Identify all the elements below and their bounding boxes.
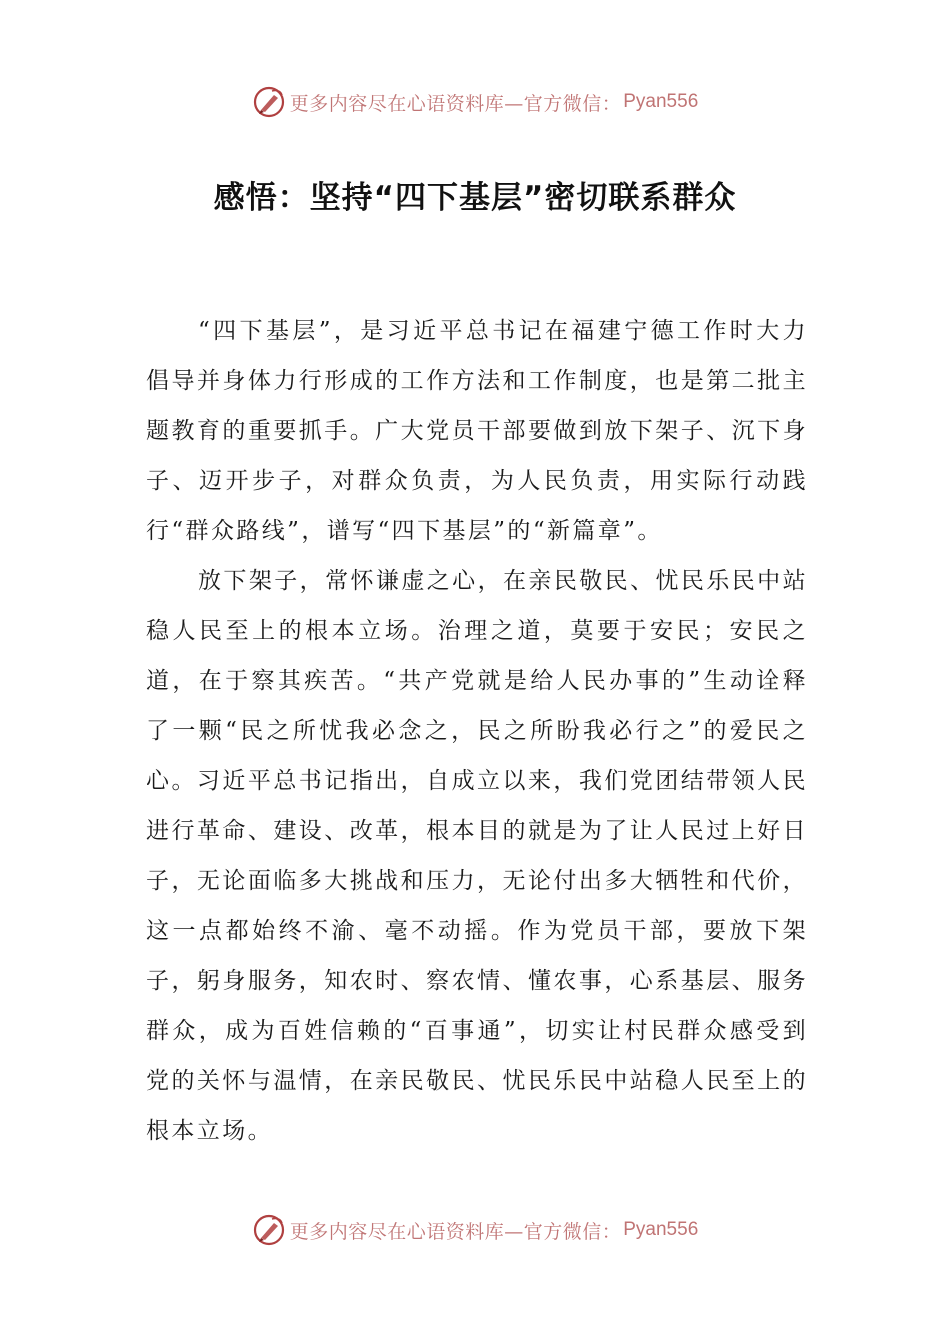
paragraph-1: “四下基层”，是习近平总书记在福建宁德工作时大力倡导并身体力行形成的工作方法和工作制度，也是第二批主题教育的重要抓手。广大党员干部要做到放下架子、沉下身子、迈开步子，对群众负责，为人民负责，用实际行动践行“群众路线”，谱写“四下基层”的“新篇章”。 (146, 318, 808, 544)
pen-nib-logo-icon (252, 1213, 286, 1247)
paragraph-2: 放下架子，常怀谦虚之心，在亲民敬民、忧民乐民中站稳人民至上的根本立场。治理之道，莫要于安民；安民之道，在于察其疾苦。“共产党就是给人民办事的”生动诠释了一颗“民之所忧我必念之，民之所盼我必行之”的爱民之心。习近平总书记指出，自成立以来，我们党团结带领人民进行革命、建设、改革，根本目的就是为了让人民过上好日子，无论面临多大挑战和压力，无论付出多大牺牲和代价，这一点都始终不渝、毫不动摇。作为党员干部，要放下架子，躬身服务，知农时、察农情、懂农事，心系基层、服务群众，成为百姓信赖的“百事通”，切实让村民群众感受到党的关怀与温情，在亲民敬民、忧民乐民中站稳人民至上的根本立场。 (146, 568, 808, 1144)
wechat-id: Pyan556 (623, 1219, 699, 1240)
header-banner (0, 80, 950, 124)
document-body (146, 306, 808, 1156)
footer-banner (0, 1208, 950, 1252)
wechat-id: Pyan556 (623, 91, 699, 112)
banner-text: 更多内容尽在心语资料库—官方微信： (289, 1220, 622, 1243)
banner-text: 更多内容尽在心语资料库—官方微信： (289, 92, 622, 115)
pen-nib-logo-icon (252, 85, 286, 119)
document-title: 感悟：坚持“四下基层”密切联系群众 (213, 180, 737, 216)
